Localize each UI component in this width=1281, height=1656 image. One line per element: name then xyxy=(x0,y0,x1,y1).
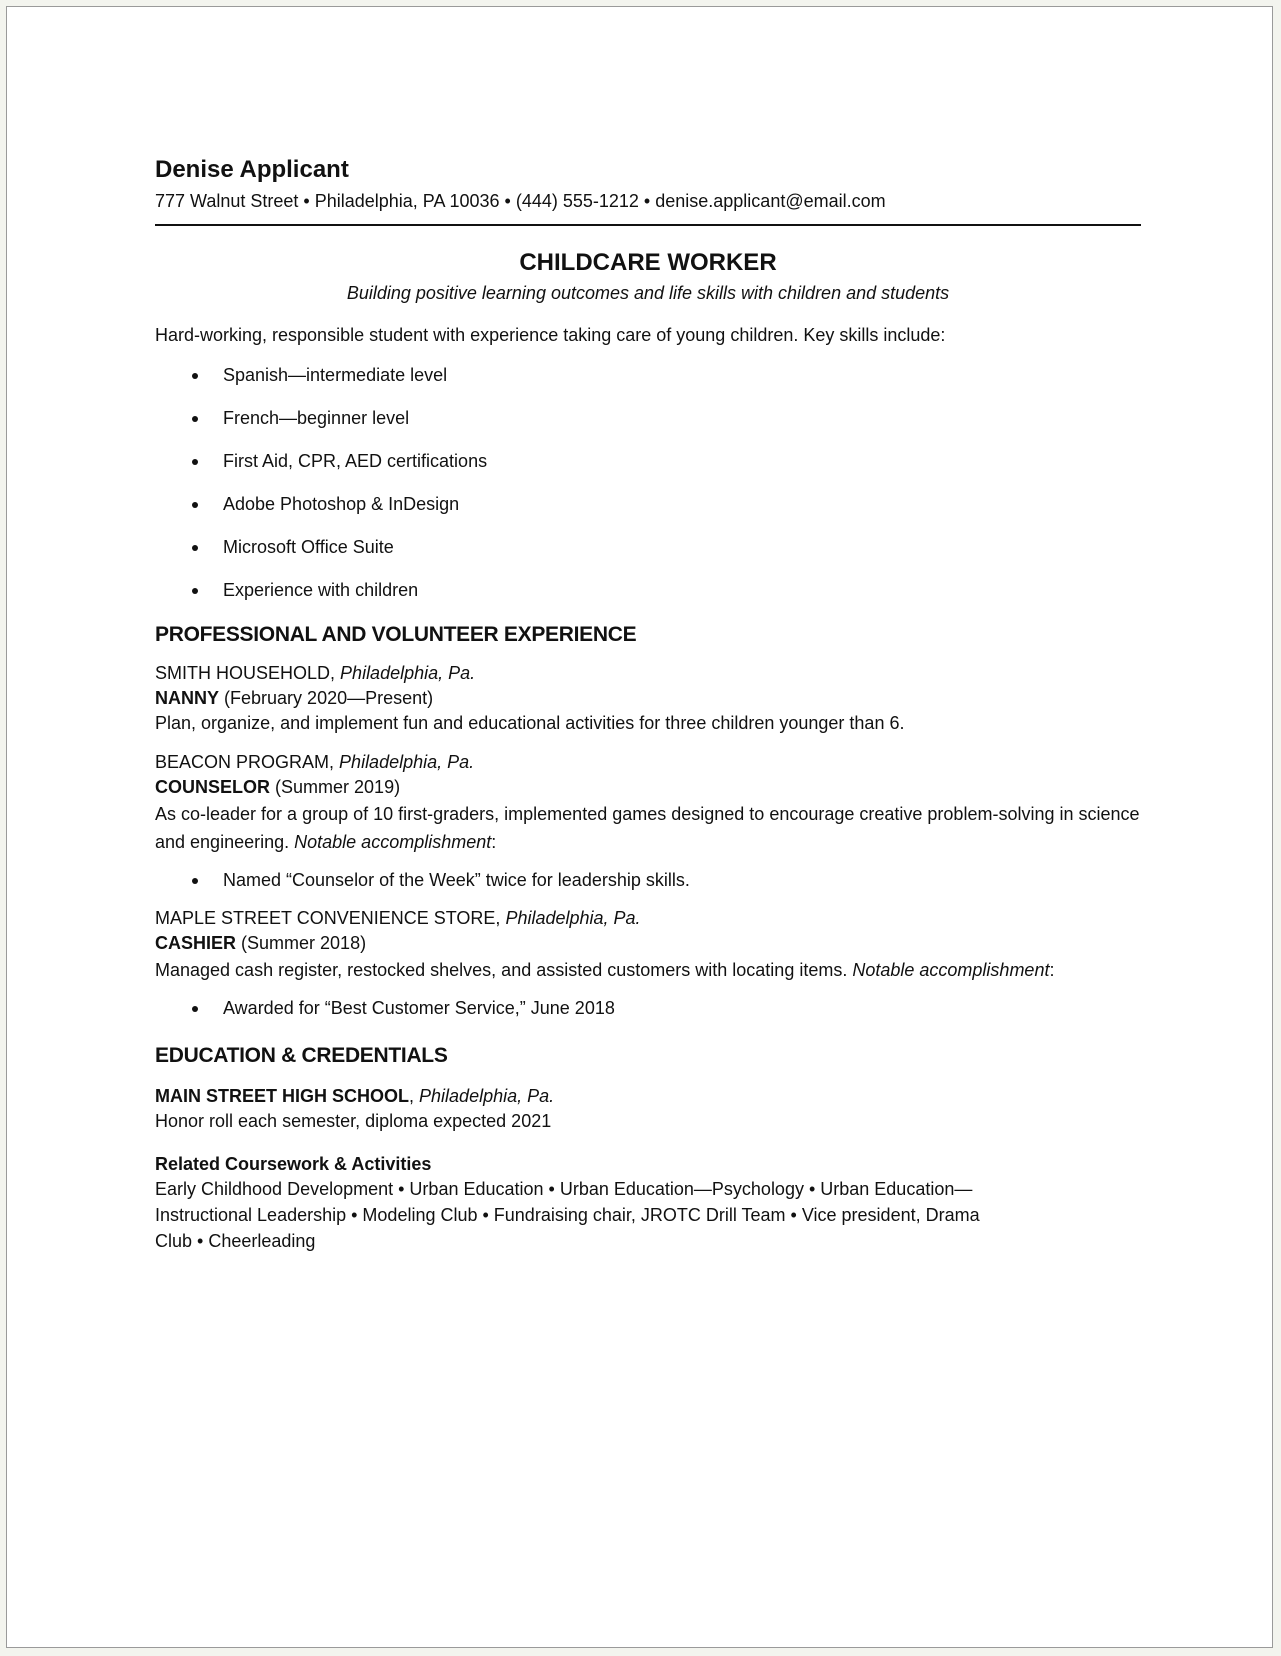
contact-line: 777 Walnut Street • Philadelphia, PA 10036 • (444) 555-1212 • denise.applicant@email.com xyxy=(155,191,886,211)
employer-name: SMITH HOUSEHOLD xyxy=(155,663,331,683)
skill-item: First Aid, CPR, AED certifications xyxy=(155,449,1141,473)
tagline: Building positive learning outcomes and life skills with children and students xyxy=(346,283,950,303)
accomplishment-list xyxy=(155,996,1141,1020)
skill-item: Experience with children xyxy=(155,578,1141,602)
employer-location: Philadelphia, Pa. xyxy=(339,752,475,772)
accomplishment-item: Named “Counselor of the Week” twice for leadership skills. xyxy=(155,868,1141,892)
education-heading: EDUCATION & CREDENTIALS xyxy=(155,1044,448,1067)
skill-item: Spanish—intermediate level xyxy=(155,363,1141,387)
employer-line: MAPLE STREET CONVENIENCE STORE, Philadelphia, Pa. xyxy=(155,908,641,928)
skill-item: Adobe Photoshop & InDesign xyxy=(155,492,1141,516)
school-line: MAIN STREET HIGH SCHOOL, Philadelphia, Pa. xyxy=(155,1086,555,1106)
employer-line: BEACON PROGRAM, Philadelphia, Pa. xyxy=(155,752,475,772)
job-entry xyxy=(155,906,1141,1020)
role-dates: (Summer 2019) xyxy=(275,777,401,797)
employer-name: BEACON PROGRAM xyxy=(155,752,330,772)
skill-item: Microsoft Office Suite xyxy=(155,535,1141,559)
job-description: Managed cash register, restocked shelves, and assisted customers with locating items. Notable accomplishment: xyxy=(155,960,1055,980)
notable-label: Notable accomplishment xyxy=(294,832,492,852)
role-title: COUNSELOR xyxy=(155,777,271,797)
applicant-name: Denise Applicant xyxy=(155,156,349,183)
employer-location: Philadelphia, Pa. xyxy=(340,663,476,683)
resume-content xyxy=(155,155,1141,1254)
job-entry xyxy=(155,661,1141,736)
role-line xyxy=(155,931,1141,956)
role-line xyxy=(155,686,1141,711)
school-detail: Honor roll each semester, diploma expected 2021 xyxy=(155,1111,552,1131)
skills-list xyxy=(155,363,1141,602)
job-entry xyxy=(155,750,1141,892)
accomplishment-item: Awarded for “Best Customer Service,” June 2018 xyxy=(155,996,1141,1020)
school-name: MAIN STREET HIGH SCHOOL xyxy=(155,1086,410,1106)
resume-page xyxy=(6,6,1273,1648)
job-description: As co-leader for a group of 10 first-graders, implemented games designed to encourage creative problem-solving in science and engineering. Notable accomplishment: xyxy=(155,804,1140,852)
role-line xyxy=(155,775,1141,800)
experience-heading: PROFESSIONAL AND VOLUNTEER EXPERIENCE xyxy=(155,623,637,646)
description-text: Managed cash register, restocked shelves, and assisted customers with locating items. xyxy=(155,960,848,980)
job-title: CHILDCARE WORKER xyxy=(519,249,777,276)
description-text: As co-leader for a group of 10 first-graders, implemented games designed to encourage creative problem-solving in science and engineering. xyxy=(155,804,1140,852)
role-title: NANNY xyxy=(155,688,220,708)
accomplishment-list xyxy=(155,868,1141,892)
job-description: Plan, organize, and implement fun and educational activities for three children younger than 6. xyxy=(155,713,905,733)
skill-item: French—beginner level xyxy=(155,406,1141,430)
school-location: Philadelphia, Pa. xyxy=(419,1086,555,1106)
notable-label: Notable accomplishment xyxy=(852,960,1050,980)
coursework-heading: Related Coursework & Activities xyxy=(155,1154,432,1174)
employer-line: SMITH HOUSEHOLD, Philadelphia, Pa. xyxy=(155,663,476,683)
role-dates: (February 2020—Present) xyxy=(224,688,434,708)
coursework-list: Early Childhood Development • Urban Education • Urban Education—Psychology • Urban Education—Instructional Leadership • Modeling Club • Fundraising chair, JROTC Drill Team • Vice president, Drama Club • Cheerleading xyxy=(155,1179,980,1251)
employer-name: MAPLE STREET CONVENIENCE STORE xyxy=(155,908,496,928)
employer-location: Philadelphia, Pa. xyxy=(505,908,641,928)
header-divider xyxy=(155,224,1141,226)
role-dates: (Summer 2018) xyxy=(241,933,367,953)
summary: Hard-working, responsible student with experience taking care of young children. Key skills include: xyxy=(155,325,946,345)
role-title: CASHIER xyxy=(155,933,237,953)
